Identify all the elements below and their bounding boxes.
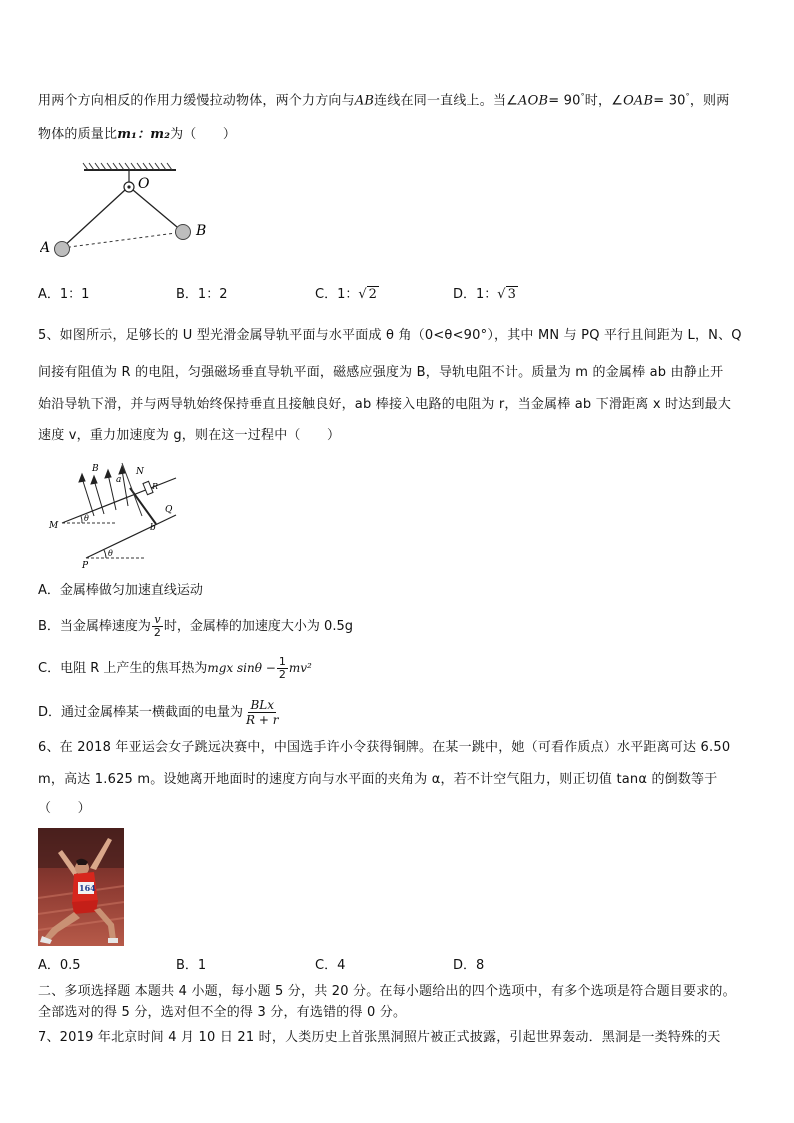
label-P: P <box>82 561 89 570</box>
label-N: N <box>136 467 144 477</box>
q5-option-b[interactable]: B．当金属棒速度为 $\frac{v}{2}$ 时，金属棒的加速度大小为 0.5g <box>38 613 353 639</box>
q5-inclined-rails-figure <box>44 458 184 570</box>
label-b: b <box>150 523 156 533</box>
q6-stem-line3: （ ） <box>38 801 91 816</box>
q4-stem-line2: 物体的质量比m₁：m₂为（ ） <box>38 127 237 142</box>
q4-option-d[interactable]: D．1：√ 3 <box>453 287 516 302</box>
label-M: M <box>49 521 59 531</box>
label-A: A <box>40 240 51 256</box>
bib-number: 164 <box>79 883 96 893</box>
q5-option-c[interactable]: C．电阻 R 上产生的焦耳热为mgx sinθ − $\frac{1}{2}$ mv² <box>38 655 312 681</box>
q4-stem-line1: 用两个方向相反的作用力缓慢拉动物体，两个力方向与AB连线在同一直线上。当∠AOB= 90°时，∠OAB= 30°，则两 <box>38 92 730 109</box>
q4-option-a[interactable]: A．1：1 <box>38 287 90 302</box>
section2-instructions-line1: 二、多项选择题 本题共 4 小题，每小题 5 分，共 20 分。在每小题给出的四个选项中，有多个选项是符合题目要求的。 <box>38 984 736 999</box>
q6-stem-line1: 6、在 2018 年亚运会女子跳远决赛中，中国选手许小令获得铜牌。在某一跳中，她（可看作质点）水平距离可达 6.50 <box>38 740 731 755</box>
label-theta-lower: θ <box>108 549 113 558</box>
q5-option-d[interactable]: D．通过金属棒某一横截面的电量为 $\frac{\text{BLx}}{R + r}$ <box>38 698 279 727</box>
label-theta-upper: θ <box>84 514 89 523</box>
q6-option-c[interactable]: C．4 <box>315 958 346 973</box>
label-Q: Q <box>165 505 173 515</box>
q6-option-d[interactable]: D．8 <box>453 958 485 973</box>
long-jump-athlete-photo <box>38 828 124 946</box>
label-a: a <box>116 475 122 485</box>
label-O: O <box>138 176 150 192</box>
q6-stem-line2: m，高达 1.625 m。设她离开地面时的速度方向与水平面的夹角为 α，若不计空气阻力，则正切值 tanα 的倒数等于 <box>38 772 718 787</box>
q7-stem-line1: 7、2019 年北京时间 4 月 10 日 21 时，人类历史上首张黑洞照片被正式披露，引起世界轰动．黑洞是一类特殊的天 <box>38 1030 721 1045</box>
section2-instructions-line2: 全部选对的得 5 分，选对但不全的得 3 分，有选错的得 0 分。 <box>38 1005 407 1020</box>
label-B: B <box>196 223 207 239</box>
q4-option-c[interactable]: C．1：√ 2 <box>315 287 377 302</box>
q6-option-b[interactable]: B．1 <box>176 958 207 973</box>
q5-stem-line3: 始沿导轨下滑，并与两导轨始终保持垂直且接触良好，ab 棒接入电路的电阻为 r，当金属棒 ab 下滑距离 x 时达到最大 <box>38 397 732 412</box>
q5-stem-line2: 间接有阻值为 R 的电阻，匀强磁场垂直导轨平面，磁感应强度为 B，导轨电阻不计。质量为 m 的金属棒 ab 由静止开 <box>38 365 724 380</box>
q6-option-a[interactable]: A．0.5 <box>38 958 81 973</box>
q4-option-b[interactable]: B．1：2 <box>176 287 228 302</box>
label-R: R <box>152 482 159 491</box>
q4-pulley-figure <box>40 160 220 264</box>
q5-stem-line1: 5、如图所示，足够长的 U 型光滑金属导轨平面与水平面成 θ 角（0<θ<90°），其中 MN 与 PQ 平行且间距为 L，N、Q <box>38 328 742 343</box>
q5-stem-line4: 速度 v，重力加速度为 g，则在这一过程中（ ） <box>38 428 341 443</box>
q5-option-a[interactable]: A．金属棒做匀加速直线运动 <box>38 583 203 598</box>
label-B: B <box>92 464 99 474</box>
